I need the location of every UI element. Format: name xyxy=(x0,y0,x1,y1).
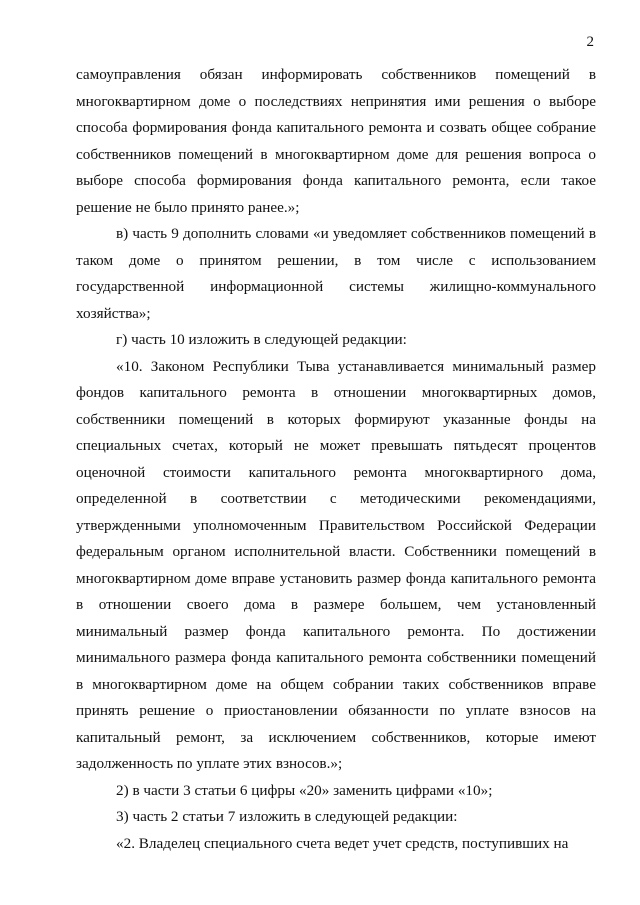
paragraph-continuation: самоуправления обязан информировать собственников помещений в многоквартирном доме о последствиях непринятия ими решения о выборе способа формирования фонда капитального ремонта и созвать общее собрание собственников помещений в многоквартирном доме для решения вопроса о выборе способа формирования фонда капитального ремонта, если такое решение не было принято ранее.»; xyxy=(76,66,596,216)
paragraph-part-10: «10. Законом Республики Тыва устанавливается минимальный размер фондов капитального ремонта в отношении многоквартирных домов, собственники помещений в которых формируют указанные фонды на специальных счетах, который не может превышать пятьдесят процентов оценочной стоимости капитального ремонта многоквартирного дома, определенной в соответствии с методическими рекомендациями, утвержденными уполномоченным Правительством Российской Федерации федеральным органом исполнительной власти. Собственники помещений в многоквартирном доме вправе установить размер фонда капитального ремонта в отношении своего дома в размере большем, чем установленный минимальный размер фонда капитального ремонта. По достижении минимального размера фонда капитального ремонта собственники помещений в многоквартирном доме на общем собрании таких собственников вправе принять решение о приостановлении обязанности по уплате взносов на капитальный ремонт, за исключением собственников, которые имеют задолженность по уплате этих взносов.»; xyxy=(76,357,596,772)
paragraph-item-v: в) часть 9 дополнить словами «и уведомляет собственников помещений в таком доме о принятом решении, в том числе с использованием государственной информационной системы жилищно-коммунального хозяйства»; xyxy=(76,225,596,322)
paragraph-item-3: 3) часть 2 статьи 7 изложить в следующей редакции: xyxy=(116,808,458,825)
document-body xyxy=(76,62,596,857)
page-number: 2 xyxy=(586,34,594,50)
paragraph-item-g: г) часть 10 изложить в следующей редакции: xyxy=(116,331,407,348)
paragraph-item-2: 2) в части 3 статьи 6 цифры «20» заменить цифрами «10»; xyxy=(116,781,493,799)
paragraph-part-2-start: «2. Владелец специального счета ведет учет средств, поступивших на xyxy=(116,834,569,852)
